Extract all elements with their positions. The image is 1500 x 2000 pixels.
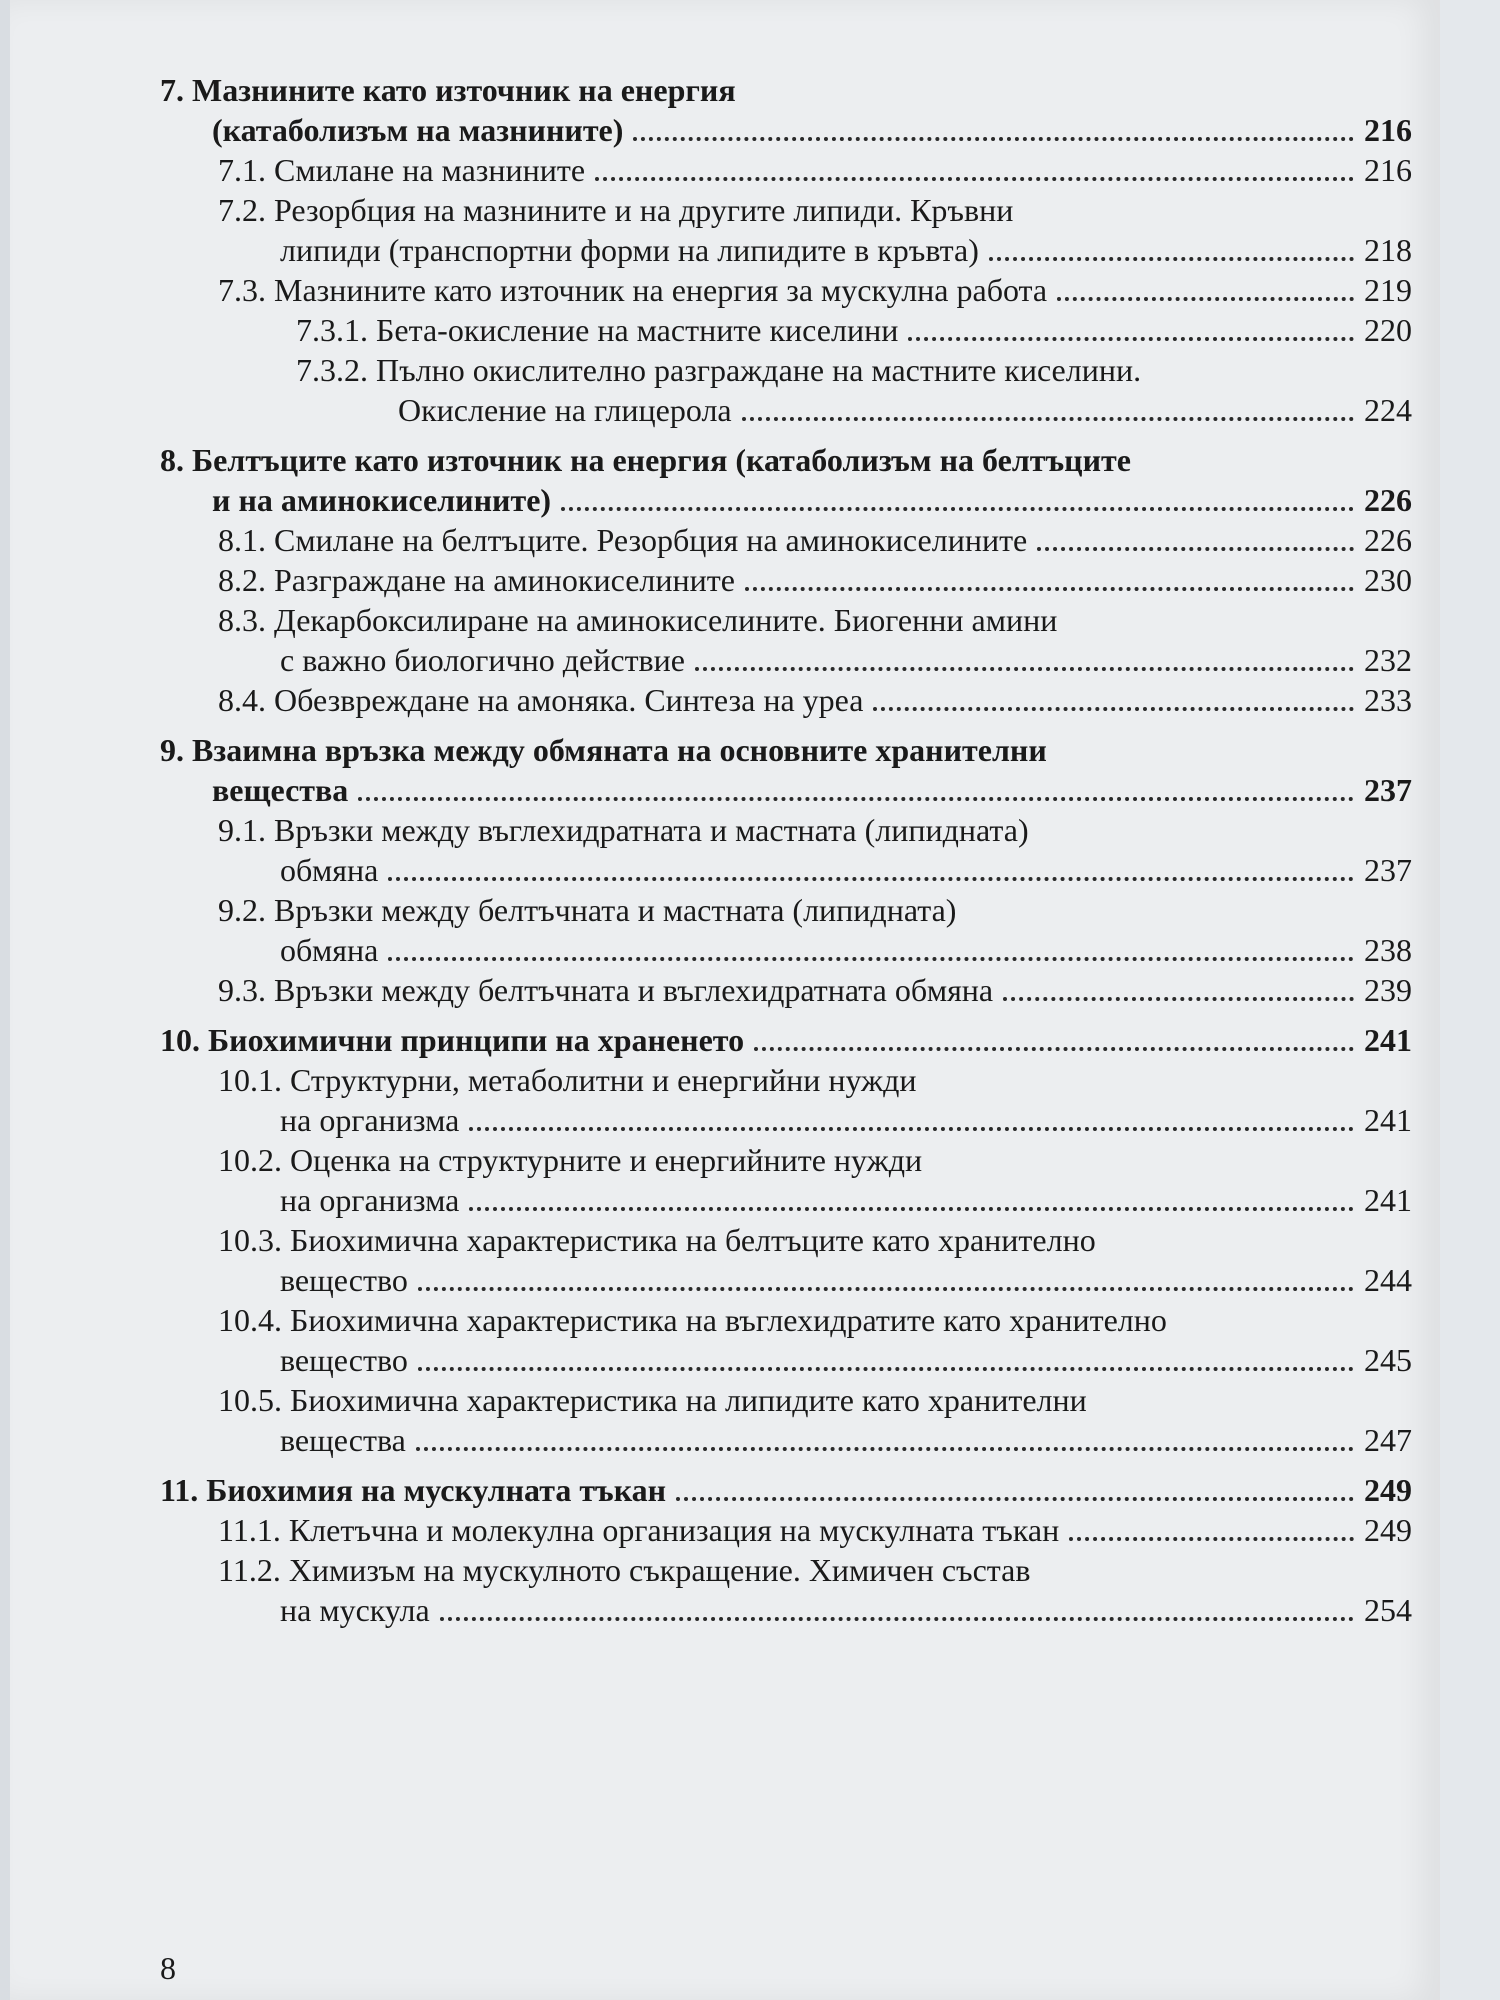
toc-entry-row: [160, 1420, 1420, 1460]
entry-page: 249: [1364, 1472, 1412, 1508]
entry-page: 216: [1364, 112, 1412, 148]
entry-line: 10.1. Структурни, метаболитни и енергийни нужди: [218, 1062, 917, 1098]
dot-leader: [745, 587, 1354, 591]
entry-title: обмяна: [280, 852, 379, 888]
entry-page: 241: [1364, 1102, 1412, 1138]
entry-title: липиди (транспортни форми на липидите в кръвта): [280, 232, 979, 268]
toc-entry-row: [160, 270, 1420, 310]
entry-title: 10. Биохимични принципи на храненето: [160, 1022, 745, 1058]
toc-entry-row: [160, 230, 1420, 270]
entry-title: вещества: [212, 772, 349, 808]
entry-page: 232: [1364, 642, 1412, 678]
entry-title: 7.3. Мазнините като източник на енергия за мускулна работа: [218, 272, 1048, 308]
next-page-edge: [1440, 0, 1500, 2000]
entry-title: 8.4. Обезвреждане на амоняка. Синтеза на уреа: [218, 682, 864, 718]
entry-page: 244: [1364, 1262, 1412, 1298]
toc-entry-row: [160, 1100, 1420, 1140]
dot-leader: [754, 1047, 1354, 1051]
entry-title: вещество: [280, 1342, 408, 1378]
dot-leader: [440, 1617, 1354, 1621]
entry-page: 245: [1364, 1342, 1412, 1378]
entry-line: 8.3. Декарбоксилиране на аминокиселините. Биогенни амини: [218, 602, 1058, 638]
table-of-contents: [160, 70, 1420, 1640]
entry-title: 11.1. Клетъчна и молекулна организация на мускулната тъкан: [218, 1512, 1060, 1548]
entry-page: 239: [1364, 972, 1412, 1008]
entry-title: 8.2. Разграждане на аминокиселините: [218, 562, 735, 598]
toc-section: [160, 1020, 1420, 1460]
toc-entry-row: [160, 1340, 1420, 1380]
dot-leader: [388, 877, 1354, 881]
toc-entry-row: [160, 1510, 1420, 1550]
dot-leader: [676, 1497, 1354, 1501]
dot-leader: [469, 1127, 1354, 1131]
dot-leader: [873, 707, 1354, 711]
toc-entry-row: [160, 1470, 1420, 1510]
entry-page: 219: [1364, 272, 1412, 308]
toc-entry-row: [160, 1180, 1420, 1220]
entry-page: 230: [1364, 562, 1412, 598]
dot-leader: [1069, 1537, 1354, 1541]
entry-line: 11.2. Химизъм на мускулното съкращение. Химичен състав: [218, 1552, 1031, 1588]
entry-page: 238: [1364, 932, 1412, 968]
toc-entry-row: [160, 1020, 1420, 1060]
toc-entry-row: [160, 560, 1420, 600]
dot-leader: [742, 417, 1354, 421]
toc-entry-row: [160, 970, 1420, 1010]
dot-leader: [1057, 297, 1354, 301]
entry-line: 7.3.2. Пълно окислително разграждане на мастните киселини.: [296, 352, 1142, 388]
dot-leader: [388, 957, 1354, 961]
toc-entry-row: [160, 310, 1420, 350]
entry-page: 226: [1364, 522, 1412, 558]
entry-page: 249: [1364, 1512, 1412, 1548]
dot-leader: [695, 667, 1354, 671]
entry-title: и на аминокиселините): [212, 482, 552, 518]
entry-title: 7.3.1. Бета-окисление на мастните киселини: [296, 312, 899, 348]
entry-line: 10.2. Оценка на структурните и енергийните нужди: [218, 1142, 923, 1178]
entry-title: на мускула: [280, 1592, 430, 1628]
entry-page: 220: [1364, 312, 1412, 348]
toc-entry-row: [160, 390, 1420, 430]
toc-entry-row: [160, 680, 1420, 720]
entry-title: на организма: [280, 1102, 460, 1138]
entry-line: 10.3. Биохимична характеристика на белтъците като хранително: [218, 1222, 1096, 1258]
entry-title: с важно биологично действие: [280, 642, 685, 678]
entry-line: 10.5. Биохимична характеристика на липидите като хранителни: [218, 1382, 1087, 1418]
entry-page: 224: [1364, 392, 1412, 428]
entry-title: Окисление на глицерола: [398, 392, 732, 428]
entry-page: 237: [1364, 852, 1412, 888]
toc-section: [160, 440, 1420, 720]
dot-leader: [561, 507, 1354, 511]
dot-leader: [418, 1287, 1354, 1291]
entry-line: 9.1. Връзки между въглехидратната и мастната (липидната): [218, 812, 1029, 848]
entry-line: 7.2. Резорбция на мазнините и на другите липиди. Кръвни: [218, 192, 1014, 228]
dot-leader: [358, 797, 1354, 801]
entry-title: 9.3. Връзки между белтъчната и въглехидратната обмяна: [218, 972, 994, 1008]
entry-page: 241: [1364, 1022, 1412, 1058]
toc-entry-row: [160, 930, 1420, 970]
toc-entry-row: [160, 110, 1420, 150]
toc-section: [160, 1470, 1420, 1630]
dot-leader: [989, 257, 1354, 261]
dot-leader: [1037, 547, 1354, 551]
toc-entry-row: [160, 770, 1420, 810]
entry-page: 254: [1364, 1592, 1412, 1628]
toc-section: [160, 730, 1420, 1010]
entry-title: обмяна: [280, 932, 379, 968]
page-number: 8: [160, 1950, 176, 1986]
entry-title: вещества: [280, 1422, 406, 1458]
dot-leader: [469, 1207, 1354, 1211]
entry-page: 241: [1364, 1182, 1412, 1218]
toc-entry-row: [160, 850, 1420, 890]
entry-title: (катаболизъм на мазнините): [212, 112, 624, 148]
entry-page: 233: [1364, 682, 1412, 718]
dot-leader: [418, 1367, 1354, 1371]
entry-page: 218: [1364, 232, 1412, 268]
dot-leader: [908, 337, 1354, 341]
toc-section: [160, 70, 1420, 430]
entry-line: 7. Мазнините като източник на енергия: [160, 72, 736, 108]
entry-page: 216: [1364, 152, 1412, 188]
entry-page: 237: [1364, 772, 1412, 808]
dot-leader: [633, 137, 1354, 141]
entry-page: 226: [1364, 482, 1412, 518]
entry-title: 7.1. Смилане на мазнините: [218, 152, 586, 188]
toc-entry-row: [160, 520, 1420, 560]
entry-line: 8. Белтъците като източник на енергия (катаболизъм на белтъците: [160, 442, 1131, 478]
dot-leader: [595, 177, 1354, 181]
entry-line: 10.4. Биохимична характеристика на въглехидратите като хранително: [218, 1302, 1167, 1338]
toc-entry-row: [160, 150, 1420, 190]
toc-entry-row: [160, 1260, 1420, 1300]
toc-entry-row: [160, 640, 1420, 680]
entry-line: 9.2. Връзки между белтъчната и мастната (липидната): [218, 892, 957, 928]
entry-title: 8.1. Смилане на белтъците. Резорбция на аминокиселините: [218, 522, 1028, 558]
entry-title: на организма: [280, 1182, 460, 1218]
entry-title: вещество: [280, 1262, 408, 1298]
entry-page: 247: [1364, 1422, 1412, 1458]
dot-leader: [416, 1447, 1354, 1451]
dot-leader: [1003, 997, 1354, 1001]
toc-entry-row: [160, 480, 1420, 520]
entry-title: 11. Биохимия на мускулната тъкан: [160, 1472, 667, 1508]
entry-line: 9. Взаимна връзка между обмяната на основните хранителни: [160, 732, 1047, 768]
toc-entry-row: [160, 1590, 1420, 1630]
